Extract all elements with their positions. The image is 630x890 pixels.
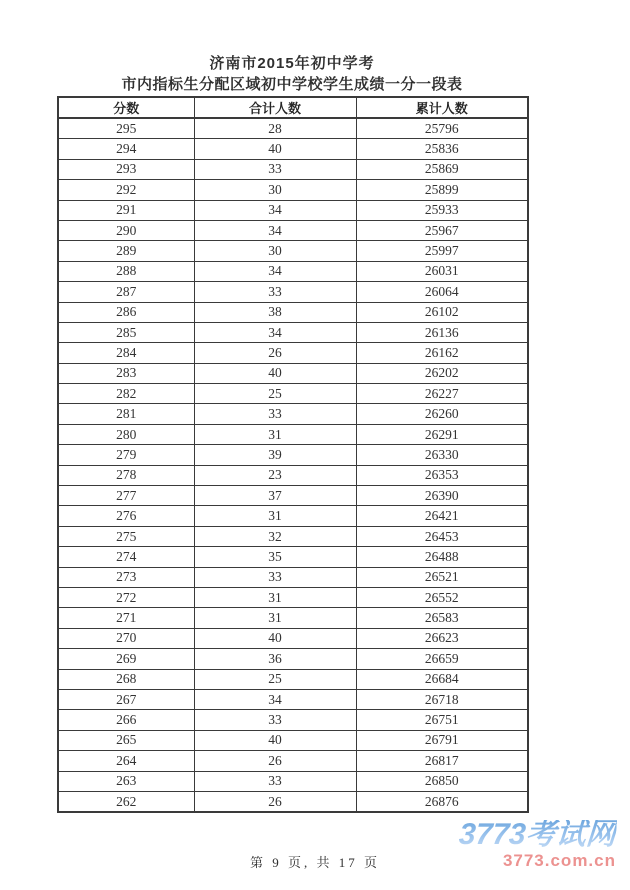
score-cell: 291 xyxy=(58,200,194,220)
total-count-cell: 34 xyxy=(194,200,356,220)
table-row xyxy=(58,200,528,220)
table-row xyxy=(58,445,528,465)
total-count-cell: 26 xyxy=(194,751,356,771)
cumulative-count-cell: 26453 xyxy=(356,526,528,546)
score-cell: 267 xyxy=(58,689,194,709)
score-cell: 293 xyxy=(58,159,194,179)
total-count-cell: 35 xyxy=(194,547,356,567)
header-score: 分数 xyxy=(58,97,194,118)
total-count-cell: 36 xyxy=(194,649,356,669)
cumulative-count-cell: 26876 xyxy=(356,791,528,812)
score-cell: 280 xyxy=(58,424,194,444)
total-count-cell: 37 xyxy=(194,486,356,506)
cumulative-count-cell: 26659 xyxy=(356,649,528,669)
total-count-cell: 40 xyxy=(194,628,356,648)
cumulative-count-cell: 26552 xyxy=(356,587,528,607)
table-row xyxy=(58,486,528,506)
cumulative-count-cell: 26751 xyxy=(356,710,528,730)
score-cell: 263 xyxy=(58,771,194,791)
cumulative-count-cell: 26791 xyxy=(356,730,528,750)
total-count-cell: 26 xyxy=(194,343,356,363)
total-count-cell: 34 xyxy=(194,689,356,709)
cumulative-count-cell: 25836 xyxy=(356,139,528,159)
total-count-cell: 34 xyxy=(194,261,356,281)
score-cell: 271 xyxy=(58,608,194,628)
table-row xyxy=(58,159,528,179)
score-cell: 276 xyxy=(58,506,194,526)
total-count-cell: 34 xyxy=(194,220,356,240)
score-cell: 274 xyxy=(58,547,194,567)
cumulative-count-cell: 26684 xyxy=(356,669,528,689)
score-cell: 277 xyxy=(58,486,194,506)
score-cell: 284 xyxy=(58,343,194,363)
cumulative-count-cell: 25997 xyxy=(356,241,528,261)
cumulative-count-cell: 26421 xyxy=(356,506,528,526)
cumulative-count-cell: 26817 xyxy=(356,751,528,771)
total-count-cell: 33 xyxy=(194,404,356,424)
table-row xyxy=(58,139,528,159)
table-row xyxy=(58,384,528,404)
table-row xyxy=(58,669,528,689)
table-row xyxy=(58,220,528,240)
score-cell: 265 xyxy=(58,730,194,750)
score-cell: 294 xyxy=(58,139,194,159)
score-distribution-table xyxy=(57,96,529,813)
cumulative-count-cell: 25869 xyxy=(356,159,528,179)
cumulative-count-cell: 26330 xyxy=(356,445,528,465)
score-cell: 275 xyxy=(58,526,194,546)
total-count-cell: 31 xyxy=(194,424,356,444)
table-row xyxy=(58,465,528,485)
table-row xyxy=(58,710,528,730)
total-count-cell: 23 xyxy=(194,465,356,485)
score-cell: 290 xyxy=(58,220,194,240)
total-count-cell: 33 xyxy=(194,282,356,302)
score-cell: 278 xyxy=(58,465,194,485)
cumulative-count-cell: 25796 xyxy=(356,118,528,139)
cumulative-count-cell: 26260 xyxy=(356,404,528,424)
score-cell: 264 xyxy=(58,751,194,771)
total-count-cell: 32 xyxy=(194,526,356,546)
page-number: 第 9 页, 共 17 页 xyxy=(249,855,380,870)
total-count-cell: 31 xyxy=(194,587,356,607)
table-row xyxy=(58,180,528,200)
total-count-cell: 31 xyxy=(194,608,356,628)
total-count-cell: 33 xyxy=(194,567,356,587)
table-row xyxy=(58,424,528,444)
score-cell: 295 xyxy=(58,118,194,139)
cumulative-count-cell: 26064 xyxy=(356,282,528,302)
cumulative-count-cell: 26583 xyxy=(356,608,528,628)
cumulative-count-cell: 25933 xyxy=(356,200,528,220)
watermark-site-name: 3773考试网 xyxy=(458,818,618,851)
cumulative-count-cell: 26162 xyxy=(356,343,528,363)
header-row xyxy=(58,97,528,118)
total-count-cell: 28 xyxy=(194,118,356,139)
table-row xyxy=(58,261,528,281)
score-cell: 286 xyxy=(58,302,194,322)
score-cell: 266 xyxy=(58,710,194,730)
table-row xyxy=(58,751,528,771)
document-subtitle: 市内指标生分配区域初中学校学生成绩一分一段表 xyxy=(121,76,463,93)
total-count-cell: 33 xyxy=(194,159,356,179)
table-row xyxy=(58,608,528,628)
document-title: 济南市2015年初中学考 xyxy=(209,55,375,72)
score-cell: 269 xyxy=(58,649,194,669)
cumulative-count-cell: 26850 xyxy=(356,771,528,791)
table-row xyxy=(58,506,528,526)
table-row xyxy=(58,363,528,383)
header-cumulative-count: 累计人数 xyxy=(356,97,528,118)
table-row xyxy=(58,343,528,363)
table-row xyxy=(58,547,528,567)
score-cell: 288 xyxy=(58,261,194,281)
cumulative-count-cell: 26353 xyxy=(356,465,528,485)
total-count-cell: 26 xyxy=(194,791,356,812)
score-cell: 292 xyxy=(58,180,194,200)
cumulative-count-cell: 26291 xyxy=(356,424,528,444)
cumulative-count-cell: 26623 xyxy=(356,628,528,648)
total-count-cell: 33 xyxy=(194,710,356,730)
total-count-cell: 30 xyxy=(194,180,356,200)
table-row xyxy=(58,587,528,607)
total-count-cell: 25 xyxy=(194,669,356,689)
total-count-cell: 40 xyxy=(194,139,356,159)
header-total-count: 合计人数 xyxy=(194,97,356,118)
score-cell: 270 xyxy=(58,628,194,648)
total-count-cell: 38 xyxy=(194,302,356,322)
table-row xyxy=(58,628,528,648)
table-row xyxy=(58,282,528,302)
score-cell: 281 xyxy=(58,404,194,424)
cumulative-count-cell: 26031 xyxy=(356,261,528,281)
score-cell: 283 xyxy=(58,363,194,383)
cumulative-count-cell: 26390 xyxy=(356,486,528,506)
table-row xyxy=(58,526,528,546)
table-row xyxy=(58,241,528,261)
cumulative-count-cell: 26718 xyxy=(356,689,528,709)
cumulative-count-cell: 26488 xyxy=(356,547,528,567)
score-cell: 282 xyxy=(58,384,194,404)
table-row xyxy=(58,689,528,709)
score-cell: 289 xyxy=(58,241,194,261)
cumulative-count-cell: 26202 xyxy=(356,363,528,383)
cumulative-count-cell: 26227 xyxy=(356,384,528,404)
total-count-cell: 40 xyxy=(194,730,356,750)
table-row xyxy=(58,322,528,342)
watermark xyxy=(459,820,616,869)
total-count-cell: 30 xyxy=(194,241,356,261)
total-count-cell: 40 xyxy=(194,363,356,383)
table-row xyxy=(58,404,528,424)
score-cell: 268 xyxy=(58,669,194,689)
cumulative-count-cell: 26521 xyxy=(356,567,528,587)
cumulative-count-cell: 25967 xyxy=(356,220,528,240)
total-count-cell: 33 xyxy=(194,771,356,791)
cumulative-count-cell: 26102 xyxy=(356,302,528,322)
total-count-cell: 25 xyxy=(194,384,356,404)
total-count-cell: 34 xyxy=(194,322,356,342)
score-cell: 287 xyxy=(58,282,194,302)
table-row xyxy=(58,118,528,139)
table-row xyxy=(58,791,528,812)
cumulative-count-cell: 25899 xyxy=(356,180,528,200)
score-cell: 273 xyxy=(58,567,194,587)
table-row xyxy=(58,649,528,669)
watermark-site-url: 3773.com.cn xyxy=(502,851,616,870)
score-cell: 285 xyxy=(58,322,194,342)
total-count-cell: 31 xyxy=(194,506,356,526)
score-cell: 272 xyxy=(58,587,194,607)
table-row xyxy=(58,302,528,322)
table-row xyxy=(58,567,528,587)
table-row xyxy=(58,730,528,750)
cumulative-count-cell: 26136 xyxy=(356,322,528,342)
score-cell: 262 xyxy=(58,791,194,812)
table-row xyxy=(58,771,528,791)
score-cell: 279 xyxy=(58,445,194,465)
total-count-cell: 39 xyxy=(194,445,356,465)
